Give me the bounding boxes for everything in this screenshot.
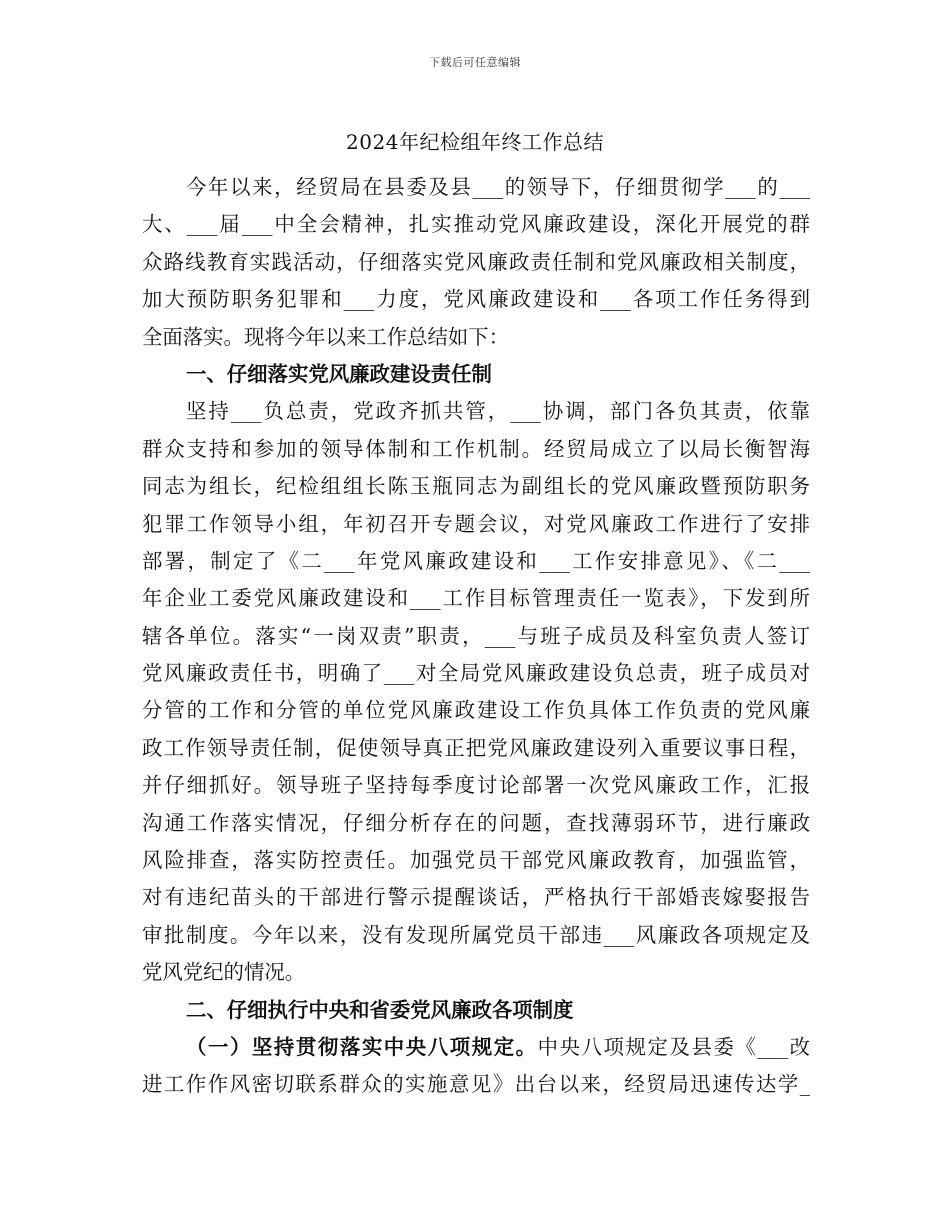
body-line: 群众支持和参加的领导体制和工作机制。经贸局成立了以局长衡智海	[142, 436, 810, 461]
body-line: 并仔细抓好。领导班子坚持每季度讨论部署一次党风廉政工作，汇报	[142, 773, 810, 798]
body-line: 沟通工作落实情况，仔细分析存在的问题，查找薄弱环节，进行廉政	[142, 810, 810, 835]
body-text-span: 中央八项规定及县委《___改	[537, 1034, 810, 1059]
page-header-note: 下载后可任意编辑	[429, 56, 521, 69]
body-line: 大、___届___中全会精神，扎实推动党风廉政建设，深化开展党的群	[142, 212, 810, 237]
body-line: 政工作领导责任制，促使领导真正把党风廉政建设列入重要议事日程，	[142, 735, 810, 760]
section-heading-2: 二、仔细执行中央和省委党风廉政各项制度	[186, 997, 574, 1022]
body-line: 众路线教育实践活动，仔细落实党风廉政责任制和党风廉政相关制度，	[142, 249, 810, 274]
body-line: 辖各单位。落实“一岗双责”职责，___与班子成员及科室负责人签订	[142, 623, 810, 648]
body-line-mixed	[142, 1034, 810, 1071]
body-line: 党风廉政责任书，明确了___对全局党风廉政建设负总责，班子成员对	[142, 661, 810, 686]
body-line: 全面落实。现将今年以来工作总结如下：	[142, 324, 510, 349]
body-line: 年企业工委党风廉政建设和___工作目标管理责任一览表》，下发到所	[142, 586, 810, 611]
body-line: 加大预防职务犯罪和___力度，党风廉政建设和___各项工作任务得到	[142, 287, 810, 312]
body-line: 部署，制定了《二___年党风廉政建设和___工作安排意见》、《二___	[142, 548, 810, 573]
body-line: 风险排查，落实防控责任。加强党员干部党风廉政教育，加强监管，	[142, 848, 810, 873]
body-line: 进工作作风密切联系群众的实施意见》出台以来，经贸局迅速传达学_	[142, 1072, 810, 1097]
body-line: 坚持___负总责，党政齐抓共管，___协调，部门各负其责，依靠	[186, 399, 810, 424]
body-line: 分管的工作和分管的单位党风廉政建设工作负具体工作负责的党风廉	[142, 698, 810, 723]
section-heading-1: 一、仔细落实党风廉政建设责任制	[186, 361, 492, 386]
body-line: 犯罪工作领导小组，年初召开专题会议，对党风廉政工作进行了安排	[142, 511, 810, 536]
body-line: 同志为组长，纪检组组长陈玉瓶同志为副组长的党风廉政暨预防职务	[142, 474, 810, 499]
body-line: 对有违纪苗头的干部进行警示提醒谈话，严格执行干部婚丧嫁娶报告	[142, 885, 810, 910]
body-line: 党风党纪的情况。	[142, 960, 306, 985]
document-title: 2024年纪检组年终工作总结	[346, 130, 604, 154]
document-body	[142, 174, 810, 1109]
body-line: 今年以来，经贸局在县委及县___的领导下，仔细贯彻学___的___	[186, 175, 810, 199]
body-line: 审批制度。今年以来，没有发现所属党员干部违___风廉政各项规定及	[142, 922, 810, 947]
subsection-heading: （一）坚持贯彻落实中央八项规定。	[186, 1034, 538, 1059]
